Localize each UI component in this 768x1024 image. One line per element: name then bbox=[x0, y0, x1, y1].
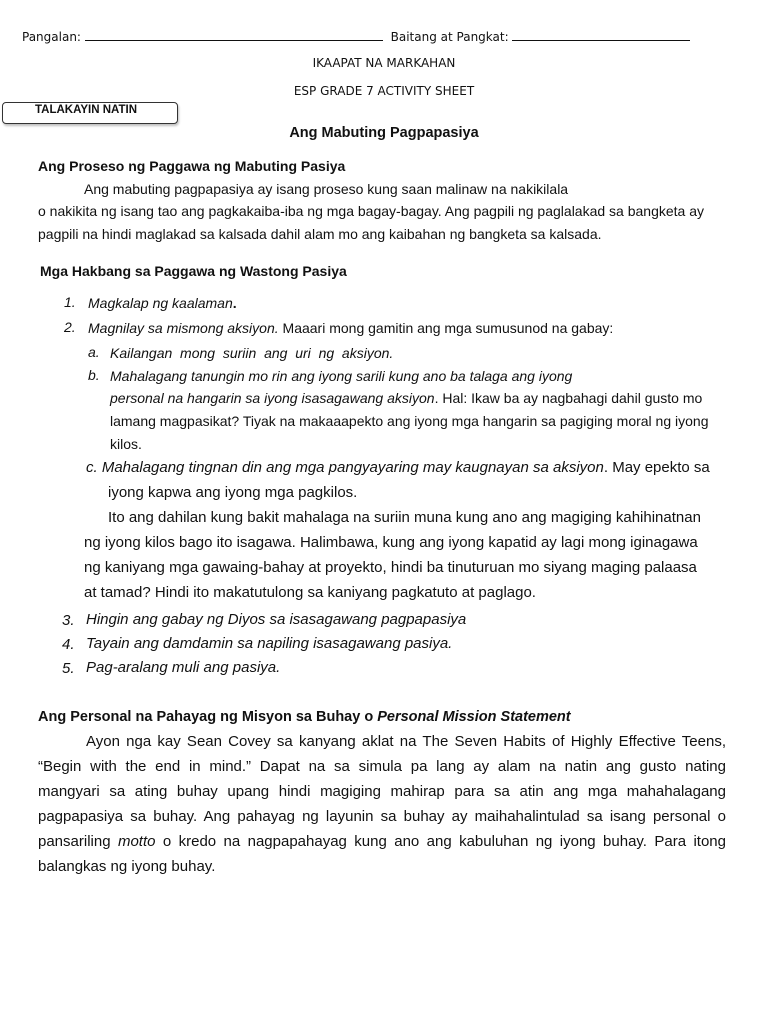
page-title: Ang Mabuting Pagpapasiya bbox=[289, 125, 479, 141]
substep-b-letter: b. bbox=[88, 367, 100, 383]
student-info-row bbox=[22, 28, 722, 44]
substep-a-letter: a. bbox=[88, 344, 100, 360]
explanation-line-1: Ito ang dahilan kung bakit mahalaga na suriin muna kung ano ang magiging kahihinatnan bbox=[108, 509, 701, 526]
section-heading-hakbang: Mga Hakbang sa Paggawa ng Wastong Pasiya bbox=[40, 263, 347, 279]
step-1-text: Magkalap ng kaalaman bbox=[88, 295, 233, 311]
misyon-line-5-pre: pansariling bbox=[38, 833, 118, 850]
misyon-line-4: pagpapasiya sa buhay. Ang pahayag ng layunin sa buhay ay maihahalintulad sa isang personal o bbox=[38, 808, 726, 825]
section-heading-proseso: Ang Proseso ng Paggawa ng Mabuting Pasiya bbox=[38, 158, 346, 174]
misyon-line-5-post: o kredo na nagpapahayag kung ano ang kabuluhan ng iyong buhay. Para itong bbox=[155, 833, 726, 850]
step-2-italic: Magnilay sa mismong aksiyon. bbox=[88, 320, 279, 336]
step-4-number: 4. bbox=[62, 636, 75, 653]
step-5-number: 5. bbox=[62, 660, 75, 677]
substep-c-rest: . May epekto sa bbox=[603, 459, 710, 476]
step-3-text: Hingin ang gabay ng Diyos sa isasagawang pagpapasiya bbox=[86, 611, 467, 628]
step-1 bbox=[88, 292, 237, 314]
section1-line-1: Ang mabuting pagpapasiya ay isang proseso kung saan malinaw na nakikilala bbox=[84, 181, 569, 197]
section-heading-misyon bbox=[38, 706, 571, 728]
step-3-number: 3. bbox=[62, 612, 75, 629]
misyon-line-5 bbox=[38, 831, 726, 853]
step-5-text: Pag-aralang muli ang pasiya. bbox=[86, 659, 281, 676]
step-1-period: . bbox=[232, 295, 237, 311]
step-1-number: 1. bbox=[64, 294, 76, 310]
misyon-line-2: “Begin with the end in mind.” Dapat na sa simula pa lang ay alam na natin ang gusto nating bbox=[38, 758, 726, 775]
misyon-heading-italic: Personal Mission Statement bbox=[377, 709, 571, 725]
explanation-line-3: ng kaniyang mga gawaing-bahay at proyekto, hindi ba tinuturuan mo siyang maging palaasa bbox=[84, 559, 697, 576]
explanation-line-4: at tamad? Hindi ito makatutulong sa kaniyang pagkatuto at paglago. bbox=[84, 584, 536, 601]
substep-b-line-1: Mahalagang tanungin mo rin ang iyong sarili kung ano ba talaga ang iyong bbox=[110, 368, 573, 384]
name-blank[interactable] bbox=[85, 28, 383, 41]
misyon-line-6: balangkas ng iyong buhay. bbox=[38, 858, 216, 875]
section1-line-3: pagpili na hindi maglakad sa kalsada dahil alam mo ang kaibahan ng bangketa sa kalsada. bbox=[38, 226, 602, 242]
substep-b-line-2-rest: . Hal: Ikaw ba ay nagbahagi dahil gusto mo bbox=[434, 390, 703, 406]
name-label: Pangalan: bbox=[22, 30, 81, 44]
talakayin-tab bbox=[2, 102, 178, 124]
misyon-heading-text: Ang Personal na Pahayag ng Misyon sa Buhay o bbox=[38, 709, 378, 725]
substep-a-text: Kailangan mong suriin ang uri ng aksiyon. bbox=[110, 345, 394, 361]
explanation-line-2: ng iyong kilos bago ito isagawa. Halimbawa, kung ang iyong kapatid ay lagi mong iginagawa bbox=[84, 534, 698, 551]
misyon-line-1: Ayon nga kay Sean Covey sa kanyang aklat na The Seven Habits of Highly Effective Teens, bbox=[86, 733, 726, 750]
talakayin-label: TALAKAYIN NATIN bbox=[35, 104, 138, 116]
section1-line-2: o nakikita ng isang tao ang pagkakaiba-iba ng mga bagay-bagay. Ang pagpili ng paglalakad sa bangketa ay bbox=[38, 203, 705, 219]
quarter-label: IKAAPAT NA MARKAHAN bbox=[312, 56, 456, 70]
substep-b-line-2 bbox=[110, 387, 702, 409]
step-2 bbox=[88, 317, 613, 339]
step-2-number: 2. bbox=[64, 319, 76, 335]
step-2-rest: Maaari mong gamitin ang mga sumusunod na gabay: bbox=[278, 320, 614, 336]
misyon-line-3: mangyari sa ating buhay upang hindi magiging mahirap para sa atin ang mga mahahalagang bbox=[38, 783, 726, 800]
substep-b-line-3: lamang magpasikat? Tiyak na makaaapekto ang iyong mga hangarin sa pagiging moral ng iyong bbox=[110, 413, 709, 429]
misyon-line-5-motto: motto bbox=[117, 833, 156, 850]
substep-b-line-2-italic: personal na hangarin sa iyong isasagawang aksiyon bbox=[110, 390, 435, 406]
substep-c-line-1 bbox=[86, 457, 710, 479]
sheet-label: ESP GRADE 7 ACTIVITY SHEET bbox=[293, 84, 475, 98]
grade-section-blank[interactable] bbox=[512, 28, 690, 41]
step-4-text: Tayain ang damdamin sa napiling isasagawang pasiya. bbox=[86, 635, 453, 652]
substep-c-italic: c. Mahalagang tingnan din ang mga pangyayaring may kaugnayan sa aksiyon bbox=[86, 459, 604, 476]
substep-b-line-4: kilos. bbox=[110, 436, 142, 452]
grade-section-label: Baitang at Pangkat: bbox=[390, 30, 509, 44]
substep-c-line-2: iyong kapwa ang iyong mga pagkilos. bbox=[108, 484, 358, 501]
